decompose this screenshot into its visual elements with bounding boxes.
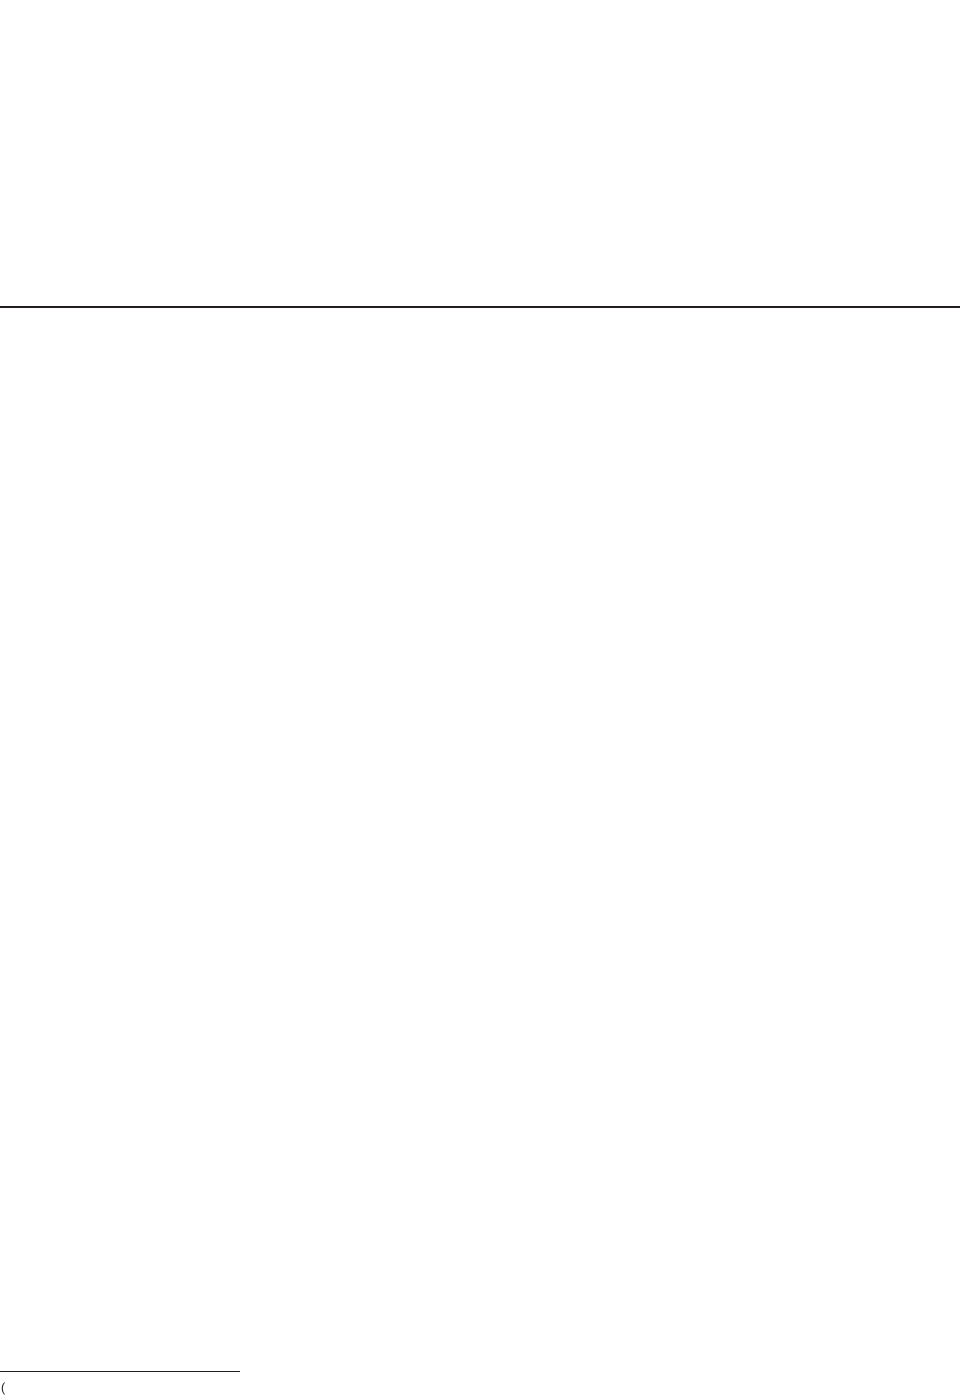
footnote-rule: [0, 1371, 240, 1372]
section-divider: [0, 306, 960, 308]
footnote: (: [1, 1381, 6, 1396]
